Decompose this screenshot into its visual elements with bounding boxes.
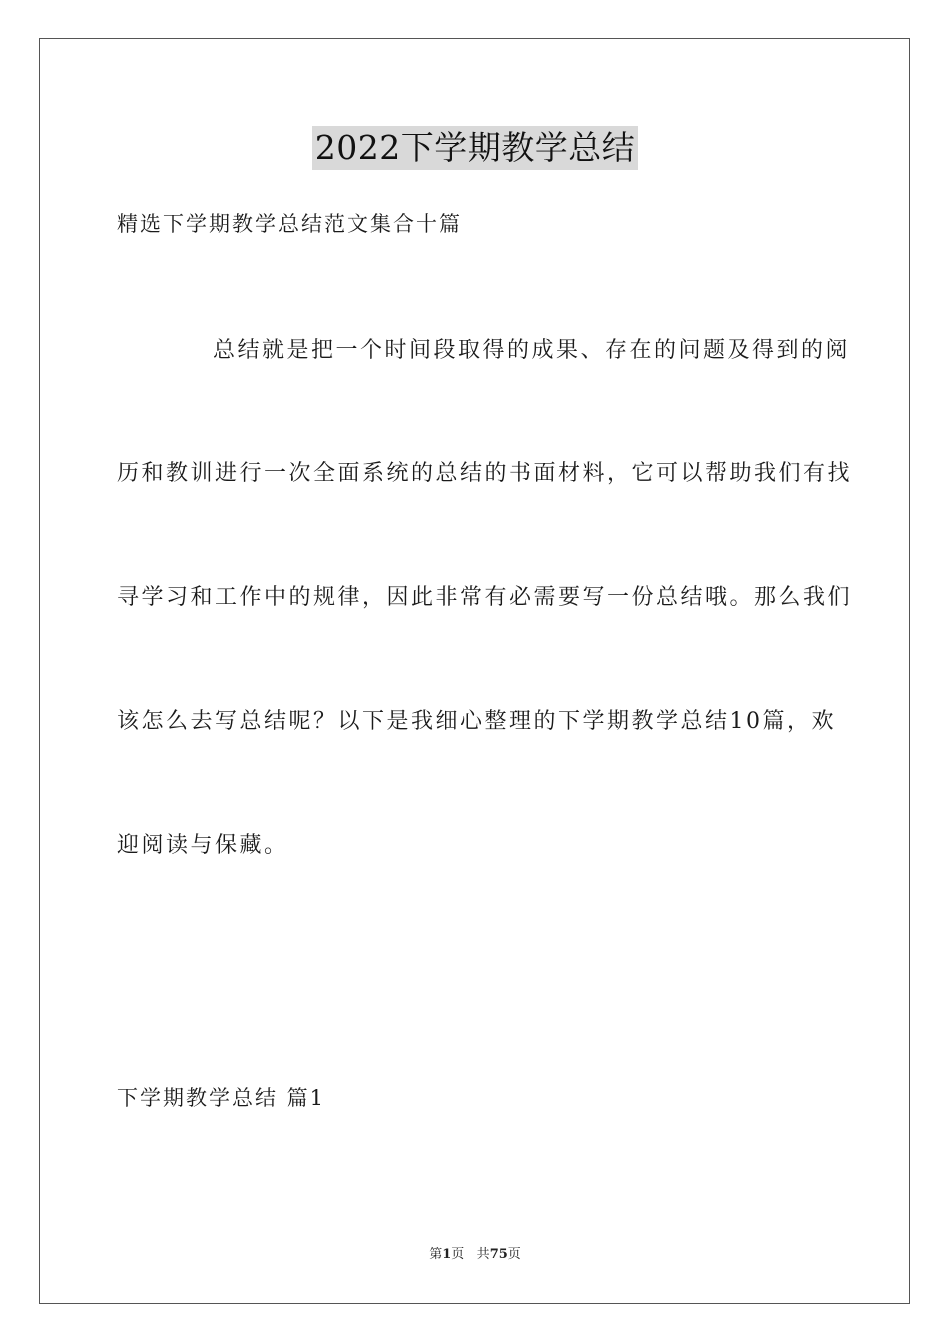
footer-total-pages: 75 — [489, 1247, 508, 1262]
paragraph-line-1: 总结就是把一个时间段取得的成果、存在的问题及得到的阅 — [213, 338, 851, 363]
page-footer — [0, 1245, 950, 1265]
document-title: 2022下学期教学总结 — [312, 126, 638, 170]
section-heading: 下学期教学总结 篇1 — [117, 1086, 326, 1110]
paragraph-line-3: 寻学习和工作中的规律，因此非常有必需要写一份总结哦。那么我们 — [117, 585, 853, 610]
paragraph-line-5: 迎阅读与保藏。 — [117, 833, 289, 858]
footer-page-number: 1 — [442, 1247, 452, 1262]
document-subtitle: 精选下学期教学总结范文集合十篇 — [117, 212, 462, 236]
paragraph-line-2: 历和教训进行一次全面系统的总结的书面材料，它可以帮助我们有找 — [117, 461, 853, 486]
footer-page-suffix: 页 — [451, 1247, 465, 1262]
footer-total-prefix: 共 — [476, 1247, 490, 1262]
footer-page-prefix: 第 — [429, 1247, 443, 1262]
footer-total-suffix: 页 — [507, 1247, 521, 1262]
document-title-wrap — [0, 126, 950, 170]
paragraph-line-4: 该怎么去写总结呢？以下是我细心整理的下学期教学总结10篇，欢 — [117, 709, 836, 734]
